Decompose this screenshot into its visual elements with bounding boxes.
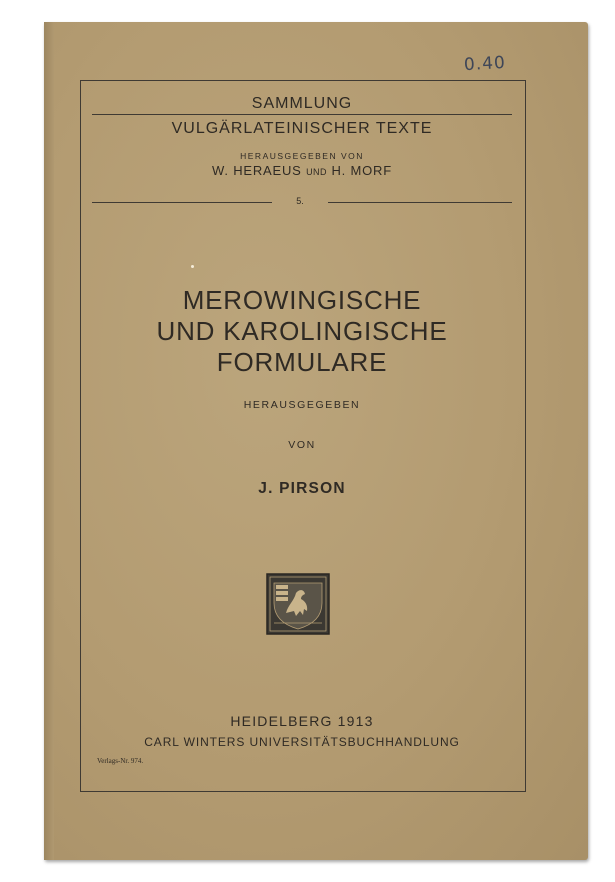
top-rule: [92, 114, 512, 115]
editor-conjunction: UND: [306, 167, 328, 177]
series-title-line1: SAMMLUNG: [251, 95, 353, 112]
author-name: J. PIRSON: [258, 480, 346, 497]
editor-1: W. HERAEUS: [212, 163, 302, 178]
title-line1: MEROWINGISCHE: [182, 285, 422, 315]
title-line3: FORMULARE: [216, 347, 388, 377]
editors-line: [80, 164, 524, 177]
paper-speck: [191, 265, 194, 268]
publisher-seal-icon: [266, 573, 330, 635]
publisher-name: CARL WINTERS UNIVERSITÄTSBUCHHANDLUNG: [144, 735, 460, 749]
series-title-line2: VULGÄRLATEINISCHER TEXTE: [171, 120, 433, 137]
editors-label: HERAUSGEGEBEN VON: [240, 151, 364, 161]
place-year: HEIDELBERG 1913: [230, 713, 374, 729]
volume-rule-left: [92, 202, 272, 203]
edited-label: HERAUSGEGEBEN: [243, 399, 361, 411]
by-label: VON: [288, 439, 316, 451]
cover-frame: [80, 80, 526, 792]
handwritten-price-mark: 0.40: [463, 52, 507, 76]
verlag-number: Verlags-Nr. 974.: [97, 757, 144, 765]
editor-2: H. MORF: [331, 163, 392, 178]
spine-edge: [44, 22, 54, 860]
book-title: [80, 285, 524, 378]
volume-number: 5.: [296, 196, 304, 206]
title-line2: UND KAROLINGISCHE: [156, 316, 448, 346]
volume-rule-right: [328, 202, 512, 203]
